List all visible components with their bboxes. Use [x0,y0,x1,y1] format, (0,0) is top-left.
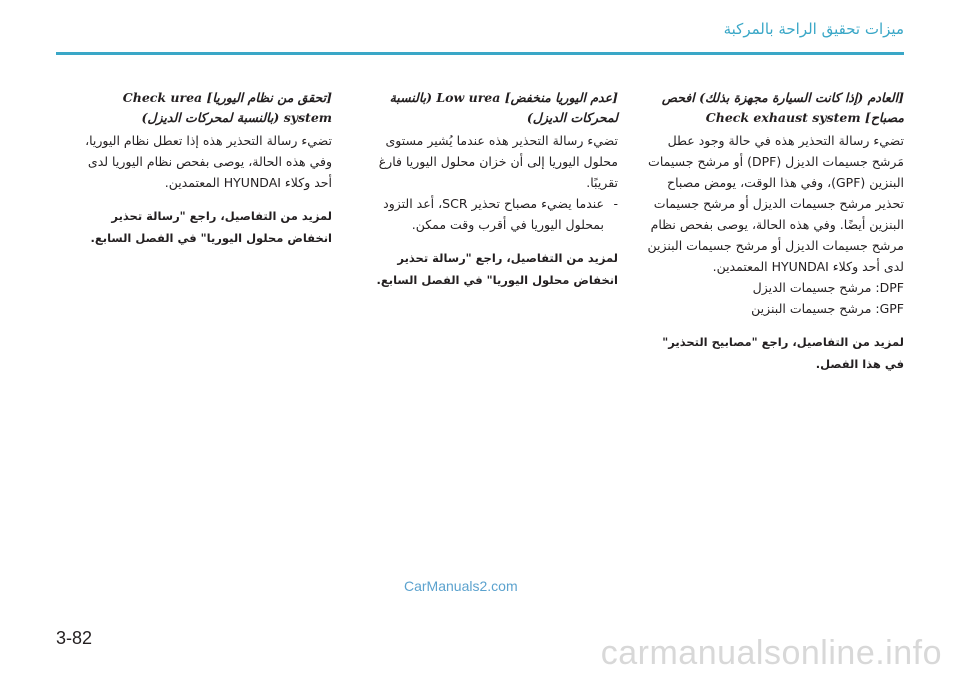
section-note-check-exhaust: ﻟﻤﺰﻳﺪ ﻣﻦ ﺍﻟﺘﻔﺎﺻﻴﻞ، ﺭﺍﺟﻊ "ﻣﺼﺎﺑﻴﺢ ﺍﻟﺘﺤﺬﻳﺮ" ﻓﻲ ﻫﺬﺍ ﺍﻟﻔﺼﻞ. [662,335,904,371]
section-body-check-urea [74,130,332,193]
paragraph-gpf-definition: GPF: ﻣﺮﺷﺢ ﺟﺴﻴﻤﺎﺕ ﺍﻟﺒﻨﺰﻳﻦ [751,301,904,316]
column-check-exhaust-system [646,88,904,375]
section-heading-check-urea: [ﺗﺤﻘﻖ ﻣﻦ ﻧﻈﺎﻡ ﺍﻟﻴﻮﺭﻳﺎ] Check urea system (ﺑﺎﻟﻨﺴﺒﺔ ﻟﻤﺤﺮﻛﺎﺕ ﺍﻟﺪﻳﺰﻝ) [122,90,332,125]
column-check-urea-system [74,88,332,249]
paragraph: ﺗﻀﻲﺀ ﺭﺳﺎﻟﺔ ﺍﻟﺘﺤﺬﻳﺮ ﻫﺬﻩ ﻓﻲ ﺣﺎﻟﺔ ﻭﺟﻮﺩ ﻋﻄﻞ ﻣَﺮﺷﺢ ﺟﺴﻴﻤﺎﺕ ﺍﻟﺪﻳﺰﻝ (DPF) ﺃﻭ ﻣﺮﺷﺢ ﺟﺴﻴﻤﺎﺕ ﺍﻟﺒﻨﺰﻳﻦ (GPF)، ﻭﻓﻲ ﻫﺬﺍ ﺍﻟﻮﻗﺖ، ﻳﻮﻣﺾ ﻣﺼﺒﺎﺡ ﺗﺤﺬﻳﺮ ﻣﺮﺷﺢ ﺟﺴﻴﻤﺎﺕ ﺍﻟﺪﻳﺰﻝ ﺃﻭ ﻣﺮﺷﺢ ﺟﺴﻴﻤﺎﺕ ﺍﻟﺒﻨﺰﻳﻦ ﺃﻳﻀًﺎ. ﻭﻓﻲ ﻫﺬﻩ ﺍﻟﺤﺎﻟﺔ، ﻳﻮﺻﻰ ﺑﻔﺤﺺ ﻧﻈﺎﻡ ﻣﺮﺷﺢ ﺟﺴﻴﻤﺎﺕ ﺍﻟﺪﻳﺰﻝ ﺃﻭ ﻣﺮﺷﺢ ﺟﺴﻴﻤﺎﺕ ﺍﻟﺒﻨﺰﻳﻦ ﻟﺪﻯ ﺃﺣﺪ ﻭﻛﻼﺀ HYUNDAI ﺍﻟﻤﻌﺘﻤﺪﻳﻦ. [647,133,904,274]
section-note-low-urea: ﻟﻤﺰﻳﺪ ﻣﻦ ﺍﻟﺘﻔﺎﺻﻴﻞ، ﺭﺍﺟﻊ "ﺭﺳﺎﻟﺔ ﺗﺤﺬﻳﺮ ﺍﻧﺨﻔﺎﺽ ﻣﺤﻠﻮﻝ ﺍﻟﻴﻮﺭﻳﺎ" ﻓﻲ ﺍﻟﻔﺼﻞ ﺍﻟﺴﺎﺑﻊ. [376,251,618,287]
watermark-carmanuals2: CarManuals2.com [404,578,518,594]
bullet-item: - ﻋﻨﺪﻣﺎ ﻳﻀﻲﺀ ﻣﺼﺒﺎﺡ ﺗﺤﺬﻳﺮ SCR، ﺃﻋﺪ ﺍﻟﺘﺰﻭﺩ ﺑﻤﺤﻠﻮﻝ ﺍﻟﻴﻮﺭﻳﺎ ﻓﻲ ﺃﻗﺮﺏ ﻭﻗﺖ ﻣﻤﻜﻦ. [360,193,618,235]
watermark-carmanualsonline: carmanualsonline.info [600,634,942,672]
column-low-urea [360,88,618,291]
section-body-low-urea [360,130,618,235]
section-note-check-urea: ﻟﻤﺰﻳﺪ ﻣﻦ ﺍﻟﺘﻔﺎﺻﻴﻞ، ﺭﺍﺟﻊ "ﺭﺳﺎﻟﺔ ﺗﺤﺬﻳﺮ ﺍﻧﺨﻔﺎﺽ ﻣﺤﻠﻮﻝ ﺍﻟﻴﻮﺭﻳﺎ" ﻓﻲ ﺍﻟﻔﺼﻞ ﺍﻟﺴﺎﺑﻊ. [90,209,332,245]
section-heading-check-exhaust: [ﺍﻟﻌﺎﺩﻡ (ﺇﺫﺍ ﻛﺎﻧﺖ ﺍﻟﺴﻴﺎﺭﺓ ﻣﺠﻬﺰﺓ ﺑﺬﻟﻚ) ﺍﻓﺤﺺ ﻣﺼﺒﺎﺡ] Check exhaust system [661,90,904,125]
header-divider [56,52,904,55]
section-heading-low-urea: [ﻋﺪﻡ ﺍﻟﻴﻮﺭﻳﺎ ﻣﻨﺨﻔﺾ] Low urea (ﺑﺎﻟﻨﺴﺒﺔ ﻟﻤﺤﺮﻛﺎﺕ ﺍﻟﺪﻳﺰﻝ) [389,90,618,125]
page-header-title: ﻣﻴﺰﺍﺕ ﺗﺤﻘﻴﻖ ﺍﻟﺮﺍﺣﺔ ﺑﺎﻟﻤﺮﻛﺒﺔ [723,20,904,38]
page-number: 3-82 [56,628,93,648]
paragraph: ﺗﻀﻲﺀ ﺭﺳﺎﻟﺔ ﺍﻟﺘﺤﺬﻳﺮ ﻫﺬﻩ ﻋﻨﺪﻣﺎ ﻳُﺸﻴﺮ ﻣﺴﺘﻮﻯ ﻣﺤﻠﻮﻝ ﺍﻟﻴﻮﺭﻳﺎ ﺇﻟﻰ ﺃﻥ ﺧﺰﺍﻥ ﻣﺤﻠﻮﻝ ﺍﻟﻴﻮﺭﻳﺎ ﻓﺎﺭﻍ ﺗﻘﺮﻳﺒًﺎ. [378,133,618,190]
paragraph-dpf-definition: DPF: ﻣﺮﺷﺢ ﺟﺴﻴﻤﺎﺕ ﺍﻟﺪﻳﺰﻝ [752,280,904,295]
paragraph: ﺗﻀﻲﺀ ﺭﺳﺎﻟﺔ ﺍﻟﺘﺤﺬﻳﺮ ﻫﺬﻩ ﺇﺫﺍ ﺗﻌﻄﻞ ﻧﻈﺎﻡ ﺍﻟﻴﻮﺭﻳﺎ، ﻭﻓﻲ ﻫﺬﻩ ﺍﻟﺤﺎﻟﺔ، ﻳﻮﺻﻰ ﺑﻔﺤﺺ ﻧﻈﺎﻡ ﺍﻟﻴﻮﺭﻳﺎ ﻟﺪﻯ ﺃﺣﺪ ﻭﻛﻼﺀ HYUNDAI ﺍﻟﻤﻌﺘﻤﺪﻳﻦ. [85,133,332,190]
section-body-check-exhaust [646,130,904,319]
